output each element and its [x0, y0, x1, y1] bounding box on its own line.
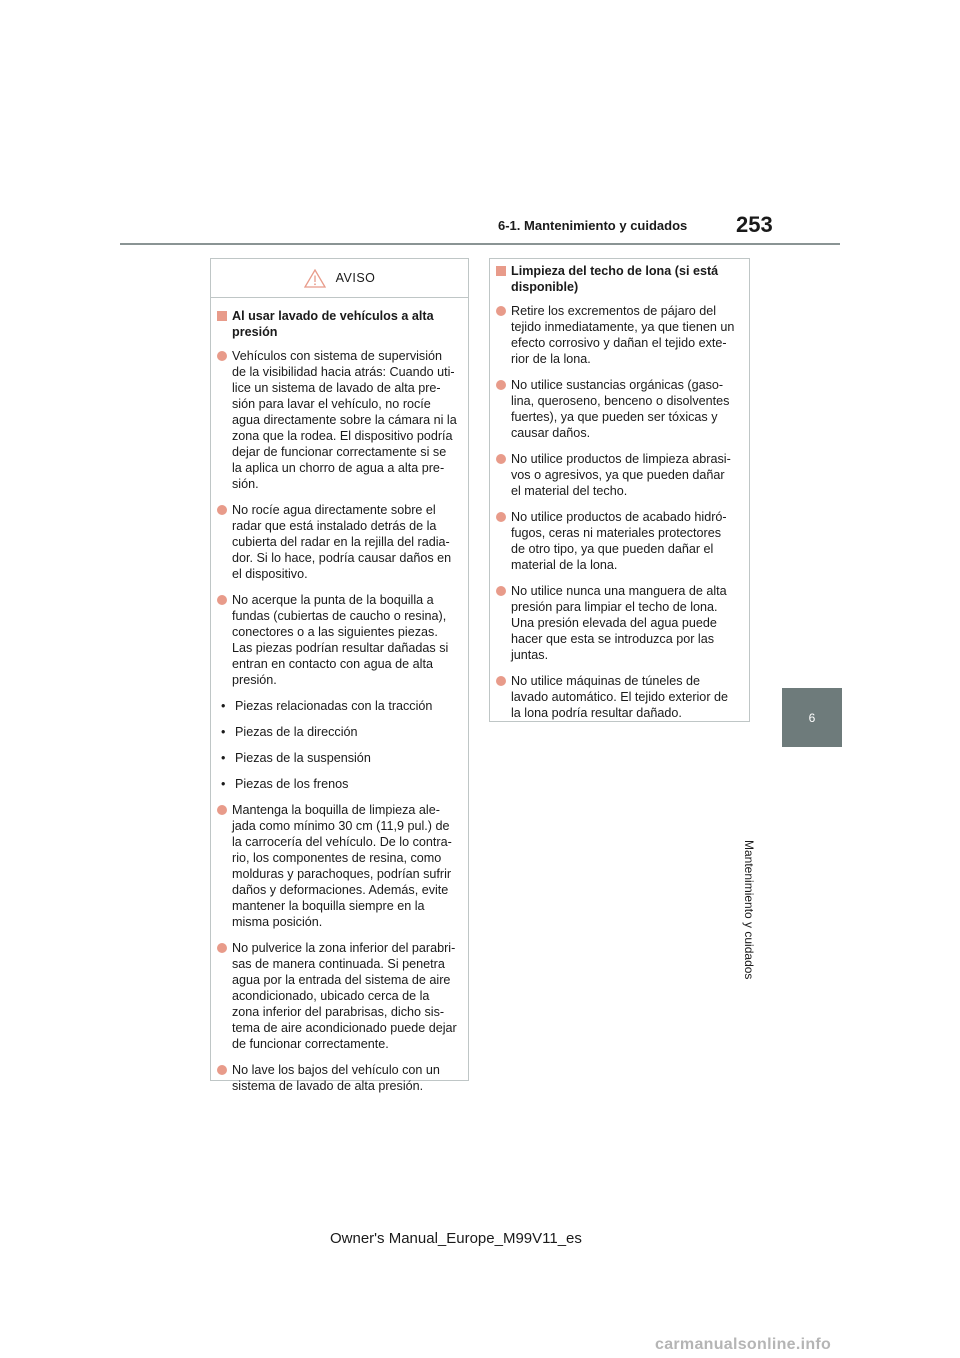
small-bullet-icon: •	[221, 777, 226, 791]
list-item: No utilice nunca una manguera de alta presión para limpiar el techo de lona. Una presión elevada del agua puede hacer que esta se introduzca por las juntas.	[496, 583, 741, 663]
warning-triangle-icon	[304, 269, 326, 288]
watermark: carmanualsonline.info	[655, 1336, 832, 1353]
warning-label: AVISO	[335, 271, 376, 285]
circle-bullet-icon	[217, 595, 227, 605]
sub-list-item: • Piezas relacionadas con la tracción	[221, 699, 433, 713]
list-item: No utilice máquinas de túneles de lavado automático. El tejido exterior de la lona podría resultar dañado.	[496, 673, 741, 721]
manual-footer: Owner's Manual_Europe_M99V11_es	[330, 1230, 582, 1247]
circle-bullet-icon	[496, 380, 506, 390]
chapter-side-label: Mantenimiento y cuidados	[742, 840, 756, 980]
list-item: No lave los bajos del vehículo con un sistema de lavado de alta presión.	[217, 1062, 460, 1094]
section-heading	[496, 263, 741, 295]
circle-bullet-icon	[496, 306, 506, 316]
circle-bullet-icon	[217, 351, 227, 361]
circle-bullet-icon	[496, 676, 506, 686]
circle-bullet-icon	[496, 512, 506, 522]
circle-bullet-icon	[217, 1065, 227, 1075]
header-divider	[120, 243, 840, 245]
chapter-tab	[782, 688, 842, 747]
sub-list-item: • Piezas de los frenos	[221, 777, 349, 791]
circle-bullet-icon	[217, 505, 227, 515]
sub-list-item: • Piezas de la dirección	[221, 725, 358, 739]
sub-list-item: • Piezas de la suspensión	[221, 751, 371, 765]
list-item: No acerque la punta de la boquilla a fundas (cubiertas de caucho o resina), conectores o a las siguientes piezas. Las piezas podrían resultar dañadas si entran en contacto con agua de alta presión.	[217, 592, 460, 688]
chapter-number: 6	[808, 710, 816, 725]
square-bullet-icon	[217, 311, 227, 321]
canvas-roof-box	[489, 258, 750, 722]
square-bullet-icon	[496, 266, 506, 276]
circle-bullet-icon	[217, 805, 227, 815]
list-item: Mantenga la boquilla de limpieza ale- jada como mínimo 30 cm (11,9 pul.) de la carrocería del vehículo. De lo contra- rio, los componentes de resina, como molduras y parachoques, podrían sufrir daños y deformaciones. Además, evite mantener la boquilla siempre en la misma posición.	[217, 802, 460, 930]
circle-bullet-icon	[496, 586, 506, 596]
warning-box	[210, 258, 469, 1093]
circle-bullet-icon	[496, 454, 506, 464]
list-item: Retire los excrementos de pájaro del tejido inmediatamente, ya que tienen un efecto corrosivo y dañan el tejido exte- rior de la lona.	[496, 303, 741, 367]
list-item: No rocíe agua directamente sobre el radar que está instalado detrás de la cubierta del radar en la rejilla del radia- dor. Si lo hace, podría causar daños en el dispositivo.	[217, 502, 460, 582]
list-item: No utilice productos de acabado hidró- fugos, ceras ni materiales protectores de otro tipo, ya que pueden dañar el material de la lona.	[496, 509, 741, 573]
small-bullet-icon: •	[221, 751, 226, 765]
list-item: Vehículos con sistema de supervisión de la visibilidad hacia atrás: Cuando uti- lice un sistema de lavado de alta pre- sión para lavar el vehículo, no rocíe agua directamente sobre la cámara ni la zona que la rodea. El dispositivo podría dejar de funcionar correctamente si se la aplica un chorro de agua a alta pre- sión.	[217, 348, 460, 492]
warning-header	[211, 259, 468, 298]
heading-text: Limpieza del techo de lona (si está disponible)	[511, 264, 719, 294]
list-item: No utilice sustancias orgánicas (gaso- lina, queroseno, benceno o disolventes fuertes), ya que pueden ser tóxicas y causar daños.	[496, 377, 741, 441]
small-bullet-icon: •	[221, 699, 226, 713]
section-heading	[217, 308, 460, 340]
heading-text: Al usar lavado de vehículos a alta presión	[232, 309, 434, 339]
list-item: No utilice productos de limpieza abrasi- vos o agresivos, ya que pueden dañar el material del techo.	[496, 451, 741, 499]
circle-bullet-icon	[217, 943, 227, 953]
page-number: 253	[736, 212, 773, 237]
list-item: No pulverice la zona inferior del parabri- sas de manera continuada. Si penetra agua por la entrada del sistema de aire acondicionado, ubicado cerca de la zona inferior del parabrisas, dicho sis- tema de aire acondicionado puede dejar de funcionar correctamente.	[217, 940, 460, 1052]
section-title: 6-1. Mantenimiento y cuidados	[498, 218, 688, 233]
small-bullet-icon: •	[221, 725, 226, 739]
